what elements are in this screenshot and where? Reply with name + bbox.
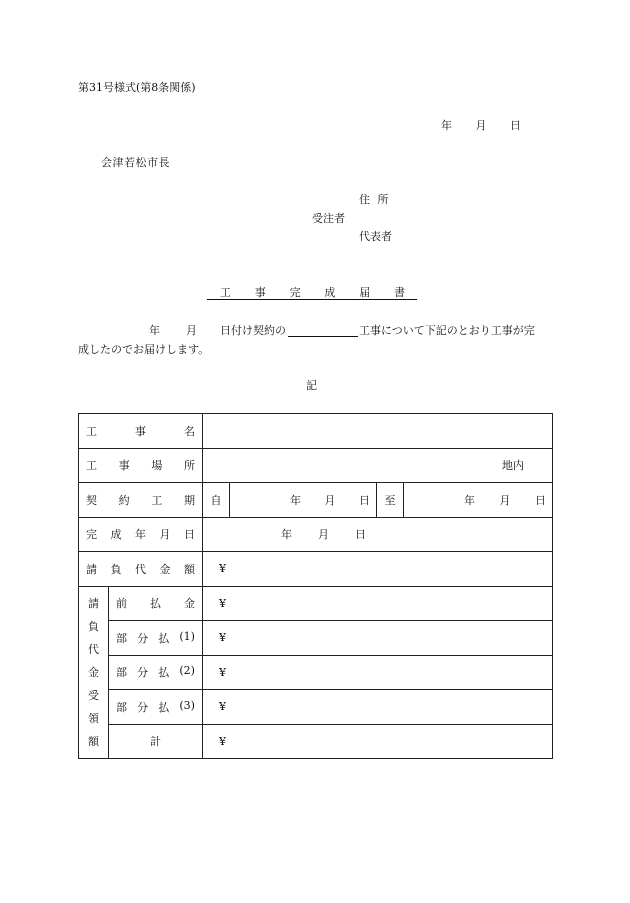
label-char: 名	[184, 424, 195, 438]
label-char: 工	[151, 493, 163, 507]
advance-payment-label	[109, 586, 203, 621]
partial-payment-1-label	[109, 621, 203, 656]
representative-label: 代表者	[359, 230, 392, 243]
title-char: 工	[220, 286, 231, 299]
table-row	[79, 552, 553, 587]
label-char: 分	[137, 700, 149, 714]
label-char: 払	[158, 631, 170, 645]
year-label: 年	[281, 528, 292, 542]
label-char: 期	[183, 493, 195, 507]
label-char: 部	[116, 700, 127, 714]
site-suffix: 地内	[502, 459, 524, 473]
label-char: 代	[135, 562, 146, 576]
period-start-field[interactable]	[230, 483, 377, 518]
completion-date-field[interactable]	[203, 517, 553, 552]
label-char: 領	[88, 711, 99, 725]
label-char: 契	[86, 493, 97, 507]
contract-amount-label	[79, 552, 203, 587]
title-underline	[207, 299, 417, 300]
label-char: 受	[88, 688, 99, 702]
yen-sign: ¥	[219, 562, 226, 576]
label-char: 事	[135, 424, 146, 438]
completion-date-label	[79, 517, 203, 552]
year-label: 年	[290, 493, 301, 507]
document-title	[220, 286, 405, 300]
table-row	[79, 655, 553, 690]
received-amount-vertical-label	[79, 586, 109, 759]
body-line2: 成したのでお届けします。	[78, 343, 210, 356]
construction-site-field[interactable]	[203, 448, 553, 483]
construction-site-label	[79, 448, 203, 483]
advance-payment-field[interactable]	[203, 586, 553, 621]
label-char: 金	[184, 597, 195, 611]
label-char: 額	[88, 734, 99, 748]
table-row	[79, 448, 553, 483]
from-label: 自	[203, 483, 230, 518]
table-row	[79, 621, 553, 656]
label-char: 払	[150, 597, 161, 611]
label-char: 請	[88, 596, 99, 610]
address-label: 住 所	[359, 193, 389, 206]
table-row	[79, 517, 553, 552]
day-label: 日	[359, 493, 370, 507]
year-label: 年	[464, 493, 475, 507]
label-char: 代	[88, 642, 99, 656]
table-row	[79, 690, 553, 725]
partial-payment-2-label	[109, 655, 203, 690]
table-row	[79, 724, 553, 759]
partial-payment-2-field[interactable]	[203, 655, 553, 690]
label-char: 約	[118, 493, 130, 507]
period-end-field[interactable]	[404, 483, 553, 518]
construction-name-field[interactable]	[203, 414, 553, 449]
label-char: 完	[86, 528, 97, 542]
month-label: 月	[318, 528, 329, 542]
label-char: 部	[116, 631, 127, 645]
label-char: 前	[116, 597, 127, 611]
yen-sign: ¥	[219, 665, 226, 679]
label-char: 成	[110, 528, 122, 542]
label-char: 分	[137, 666, 149, 680]
yen-sign: ¥	[219, 700, 226, 714]
to-label: 至	[377, 483, 404, 518]
body-line1-suffix: 工事について下記のとおり工事が完	[359, 324, 535, 337]
table-row	[79, 483, 553, 518]
yen-sign: ¥	[219, 734, 226, 748]
contract-period-label	[79, 483, 203, 518]
label-char: 日	[184, 528, 195, 542]
yen-sign: ¥	[219, 596, 226, 610]
contract-amount-field[interactable]	[203, 552, 553, 587]
form-number: 第31号様式(第8条関係)	[78, 81, 196, 94]
title-char: 届	[359, 286, 371, 299]
year-label: 年	[441, 119, 452, 132]
label-char: 請	[86, 562, 97, 576]
label-char: 月	[159, 528, 171, 542]
partial-payment-1-field[interactable]	[203, 621, 553, 656]
ki-label: 記	[306, 379, 317, 392]
completion-form-table	[78, 413, 553, 759]
title-char: 事	[254, 286, 266, 299]
day-label: 日	[535, 493, 546, 507]
label-char: 金	[88, 665, 99, 679]
day-label: 日	[355, 528, 366, 542]
label-char: (1)	[179, 629, 195, 643]
month-label: 月	[499, 493, 511, 507]
label-char: 工	[86, 424, 97, 438]
addressee: 会津若松市長	[101, 156, 170, 169]
body-year: 年	[149, 324, 160, 337]
label-char: 払	[158, 700, 170, 714]
label-char: 負	[110, 562, 122, 576]
title-char: 成	[324, 286, 336, 299]
label-char: 額	[184, 562, 195, 576]
label-char: (2)	[179, 664, 195, 678]
title-char: 書	[393, 286, 405, 299]
label-char: 金	[159, 562, 171, 576]
submission-date	[441, 119, 521, 133]
partial-payment-3-field[interactable]	[203, 690, 553, 725]
month-label: 月	[324, 493, 336, 507]
construction-name-label	[79, 414, 203, 449]
partial-payment-3-label	[109, 690, 203, 725]
label-char: 事	[118, 459, 130, 473]
day-label: 日	[510, 119, 521, 132]
total-field[interactable]	[203, 724, 553, 759]
body-contract-text: 日付け契約の	[220, 324, 286, 337]
table-row	[79, 586, 553, 621]
contractor-label: 受注者	[312, 212, 345, 225]
construction-name-blank	[288, 336, 358, 337]
label-char: 年	[135, 528, 146, 542]
label-char: 分	[137, 631, 149, 645]
label-char: 所	[183, 459, 195, 473]
label-char: 払	[158, 666, 170, 680]
total-label: 計	[109, 724, 203, 759]
table-row	[79, 414, 553, 449]
label-char: 工	[86, 459, 97, 473]
month-label: 月	[475, 119, 487, 132]
label-char: 負	[88, 619, 99, 633]
title-char: 完	[289, 286, 301, 299]
yen-sign: ¥	[219, 631, 226, 645]
body-month: 月	[186, 324, 197, 337]
label-char: 部	[116, 666, 127, 680]
label-char: 場	[151, 459, 163, 473]
label-char: (3)	[179, 698, 195, 712]
